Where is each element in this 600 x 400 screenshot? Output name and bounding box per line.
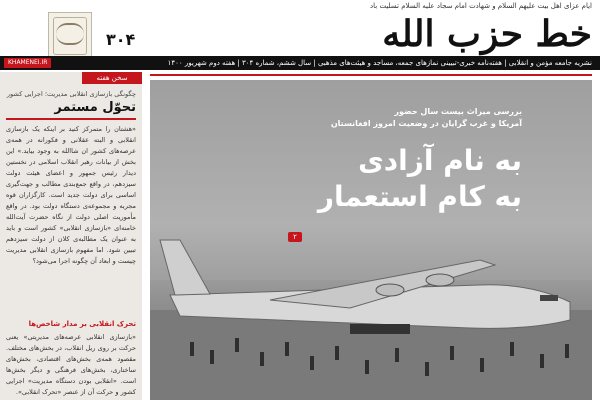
kicker-line-2: آمریکا و غرب گرایان در وضعیت امروز افغانستان — [330, 119, 522, 128]
info-bar-text: نشریه جامعه مؤمن و انقلابی | هفته‌نامه خبری-تبیینی نمازهای جمعه، مساجد و هیئت‌های مذهبی | سال ششم، شماره ۳۰۴ | هفته دوم شهریور ۱۴۰۰ — [167, 59, 592, 67]
cockpit-windows — [540, 295, 558, 301]
landing-gear — [350, 324, 410, 334]
section-tab: سخن هفته — [82, 72, 142, 84]
issue-number: ۳۰۴ — [106, 30, 136, 49]
emblem-calligraphy — [56, 23, 84, 45]
headline-kicker — [222, 106, 522, 130]
engine-icon — [376, 284, 404, 296]
headline-line-2: به کام استعمار — [317, 180, 522, 213]
engine-icon — [426, 274, 454, 286]
title-underline — [6, 118, 136, 120]
editorial-body: «هشتان را متمرکز کنید بر اینکه یک بازسازی انقلابی و البته عقلانی و فکورانه در همه‌ی عرصه‌های کشور ان شاالله به وجود بیاید.» این بخش از بیانات رهبر انقلاب اسلامی در نخستین دیدار رئیس جمهور و اعضای هیئت دولت سیزدهم، در واقع جمع‌بندی مطالب و جهت‌گیری اساسی برای دولت جدید است. کارگزاران قوه مجریه و مجموعه‌ی دستگاه دولت بود. در واقع مأموریت اصلی دولت از نگاه حضرت آیت‌الله خامنه‌ای «بازسازی انقلابی» کشور است و باید به عنوان یک مطالبه‌ی کلان از دولت سیزدهم تبیین شود. اما مفهوم بازسازی انقلابی مدیریت چیست و ابعاد آن چگونه اجرا می‌شود؟ — [6, 125, 136, 265]
info-bar — [0, 56, 600, 70]
masthead-logo: خط حزب الله — [382, 13, 592, 55]
editorial-subhead: تحرک انقلابی بر مدار شاخص‌ها — [28, 320, 136, 328]
page-reference-badge[interactable]: ۲ — [288, 232, 302, 242]
editorial-column — [0, 72, 142, 400]
cover-photo — [150, 80, 592, 400]
masthead — [100, 12, 592, 56]
calligraphy-emblem-icon — [48, 12, 92, 60]
kicker-line-1: بررسی میراث بیست سال حضور — [394, 107, 522, 116]
editorial-body-continued: «بازسازی انقلابی عرصه‌های مدیریتی» یعنی حرکت بر روی ریل انقلاب، در بخش‌های مختلف. مقصود همه‌ی بخش‌های اقتصادی، بخش‌های ساختاری، بخش‌های فرهنگی و دیگر بخش‌ها است. «انقلابی بودن دستگاه مدیریت» اجرایی کشور و حرکت آن از عنصر «تحرک انقلابی». — [6, 333, 136, 396]
headline-line-1: به نام آزادی — [358, 144, 522, 177]
site-label[interactable]: KHAMENEI.IR — [4, 58, 51, 68]
main-divider — [150, 74, 592, 76]
editorial-kicker: چگونگی بازسازی انقلابی مدیریت؛ اجرایی کشور — [6, 90, 136, 98]
editorial-title: تحوّل مستمر — [54, 100, 136, 115]
top-announcement: ایام عزای اهل بیت علیهم السلام و شهادت امام سجاد علیه السلام تسلیت باد — [370, 2, 592, 10]
